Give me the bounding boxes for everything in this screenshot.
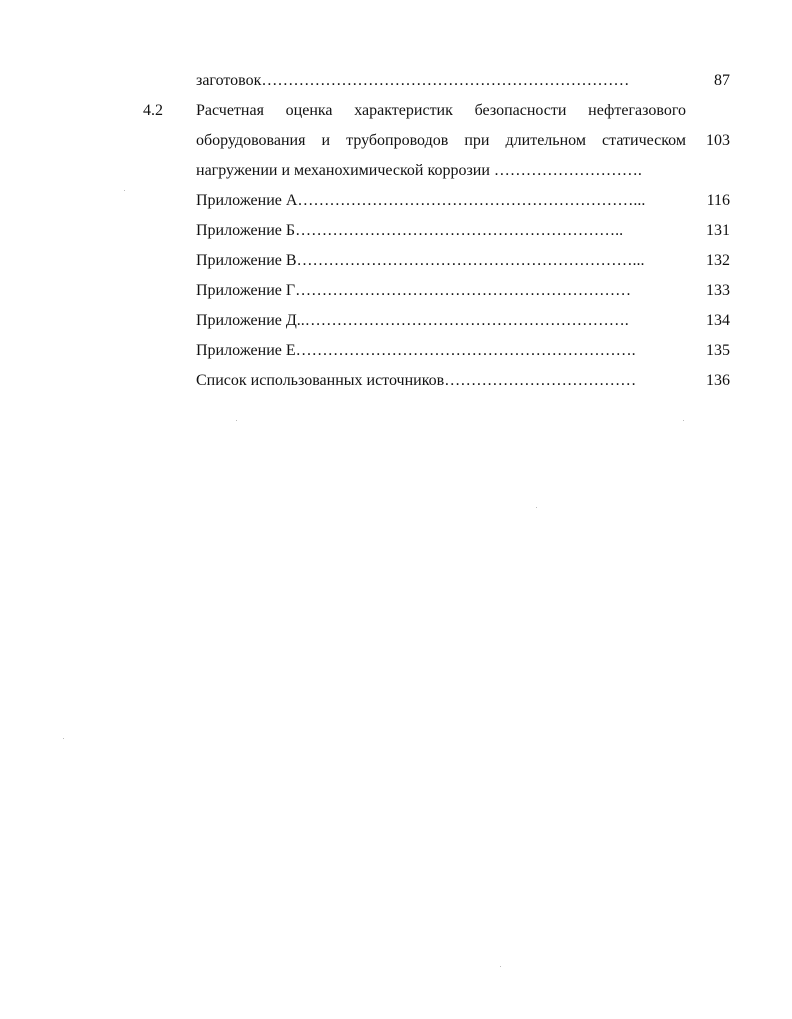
- toc-entry: [143, 248, 733, 274]
- toc-entry: [143, 68, 733, 94]
- toc-entry-text: Приложение Б……………………………………………………..: [196, 222, 624, 239]
- toc-entry-page: 133: [706, 282, 730, 299]
- toc-entry-page: 132: [706, 252, 730, 269]
- toc-entry-text: заготовок……………………………………………………………: [196, 72, 630, 89]
- toc-entry: [143, 128, 733, 154]
- toc-entry-page: 135: [706, 342, 730, 359]
- toc-entry-text: Приложение Д..…………………………………………………….: [196, 312, 629, 329]
- toc-entry: [143, 338, 733, 364]
- toc-entry-text: Расчетная оценка характеристик безопасности нефтегазового: [196, 102, 686, 119]
- toc-entry: [143, 218, 733, 244]
- toc-entry: [143, 188, 733, 214]
- toc-entry-page: 116: [706, 192, 730, 209]
- toc-entry-text: Приложение Г………………………………………………………: [196, 282, 632, 299]
- toc-entry-page: 136: [706, 372, 730, 389]
- toc-entry-text: нагружении и механохимической коррозии ……………………….: [196, 162, 642, 179]
- scan-speck: [124, 190, 125, 191]
- toc-entry-text: Приложение Е……………………………………………………….: [196, 342, 636, 359]
- toc-entry: [143, 158, 733, 184]
- toc-entry-text: Список использованных источников………………………………: [196, 372, 637, 389]
- toc-entry-number: 4.2: [143, 102, 163, 119]
- toc-entry: [143, 368, 733, 394]
- toc-entry: [143, 278, 733, 304]
- scan-speck: [536, 507, 537, 508]
- scan-speck: [683, 420, 684, 421]
- scan-speck: [236, 420, 237, 421]
- toc-entry-page: 134: [706, 312, 730, 329]
- toc-entry: [143, 308, 733, 334]
- toc-entry-text: Приложение В………………………………………………………...: [196, 252, 645, 269]
- toc-entry-page: 87: [714, 72, 730, 89]
- scan-speck: [500, 966, 501, 967]
- toc-entry-text: Приложение А………………………………………………………...: [196, 192, 646, 209]
- toc-entry-text: оборудовования и трубопроводов при длительном статическом: [196, 132, 686, 149]
- toc-entry: [143, 98, 733, 124]
- toc-entry-page: 103: [706, 132, 730, 149]
- toc-entry-page: 131: [706, 222, 730, 239]
- scan-speck: [63, 738, 64, 739]
